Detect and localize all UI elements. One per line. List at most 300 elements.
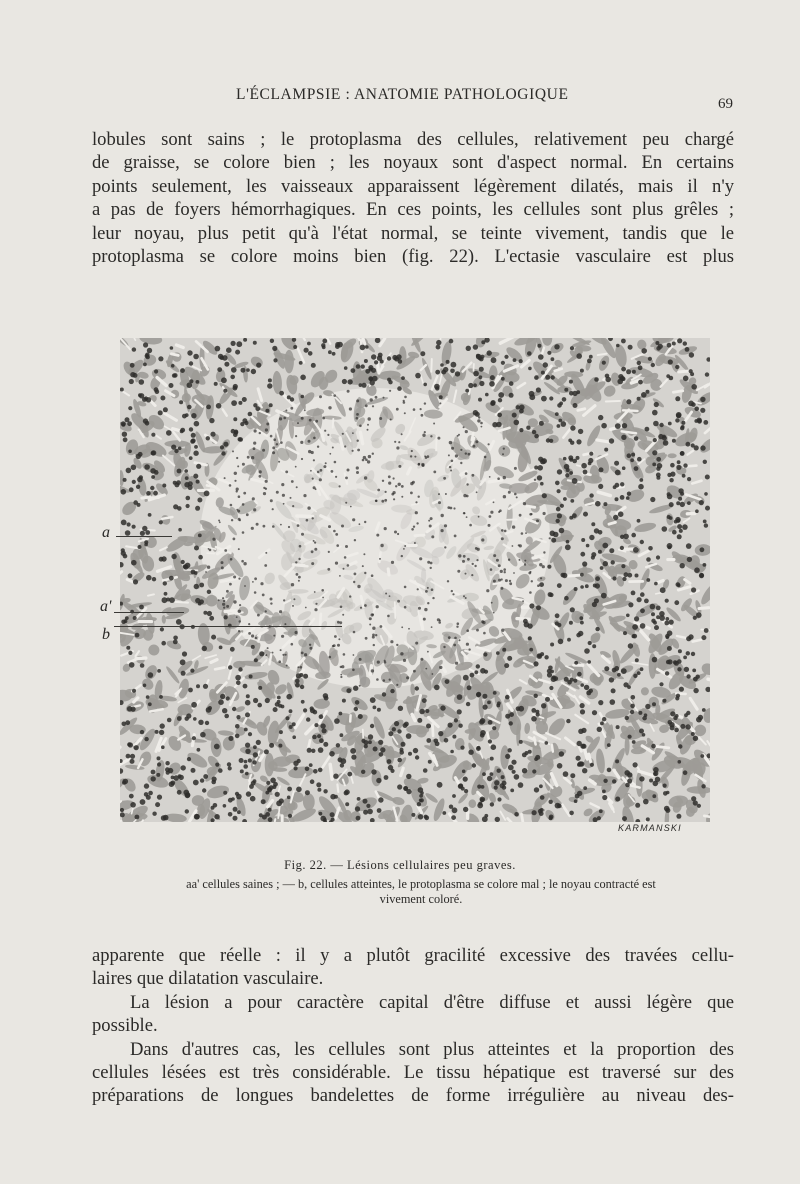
tissue-mark [547, 565, 551, 569]
tissue-mark [639, 776, 644, 781]
tissue-mark [314, 723, 318, 727]
tissue-mark [417, 588, 419, 590]
tissue-mark [314, 608, 317, 611]
tissue-mark [293, 761, 298, 766]
tissue-mark [680, 451, 685, 456]
tissue-mark [475, 440, 478, 443]
tissue-mark [305, 767, 310, 772]
tissue-mark [557, 763, 563, 769]
tissue-mark [384, 775, 389, 780]
tissue-mark [352, 432, 354, 434]
tissue-mark [373, 644, 375, 646]
tissue-mark [666, 636, 670, 640]
tissue-mark [403, 723, 408, 728]
tissue-mark [455, 662, 458, 665]
tissue-mark [323, 789, 327, 793]
tissue-mark [345, 802, 349, 806]
tissue-mark [489, 381, 495, 387]
tissue-mark [198, 555, 203, 560]
tissue-mark [335, 476, 337, 478]
tissue-mark [656, 615, 660, 619]
tissue-mark [646, 557, 651, 562]
tissue-mark [656, 476, 660, 480]
tissue-mark [598, 415, 603, 420]
tissue-mark [483, 705, 488, 710]
tissue-mark [161, 641, 166, 646]
tissue-mark [151, 776, 156, 781]
tissue-mark [223, 615, 227, 619]
tissue-mark [121, 548, 125, 552]
tissue-mark [169, 383, 174, 388]
tissue-mark [226, 590, 229, 593]
tissue-mark [651, 612, 655, 616]
tissue-mark [433, 725, 434, 736]
tissue-mark [255, 637, 257, 639]
tissue-mark [193, 474, 198, 479]
tissue-mark [516, 405, 520, 409]
tissue-mark [622, 466, 626, 470]
tissue-mark [427, 602, 429, 604]
tissue-mark [680, 426, 684, 430]
tissue-mark [430, 517, 433, 520]
tissue-mark [570, 346, 574, 350]
tissue-mark [204, 491, 210, 497]
tissue-mark [448, 723, 453, 728]
tissue-mark [688, 634, 693, 639]
tissue-mark [509, 712, 514, 717]
tissue-mark [426, 738, 431, 743]
tissue-mark [663, 440, 669, 446]
tissue-mark [609, 677, 614, 682]
tissue-mark [355, 806, 360, 811]
tissue-mark [472, 563, 474, 565]
tissue-mark [537, 465, 543, 471]
tissue-mark [283, 599, 285, 601]
tissue-mark [430, 435, 432, 437]
tissue-mark [196, 380, 200, 384]
tissue-mark [296, 486, 298, 488]
tissue-mark [379, 417, 382, 420]
tissue-mark [656, 457, 661, 462]
tissue-mark [333, 530, 336, 533]
tissue-mark [335, 562, 338, 565]
tissue-mark [226, 696, 230, 700]
tissue-mark [569, 380, 573, 384]
tissue-mark [564, 596, 569, 601]
tissue-mark [420, 351, 425, 356]
tissue-mark [129, 662, 135, 668]
tissue-mark [603, 561, 608, 566]
tissue-mark [194, 546, 199, 551]
tissue-mark [245, 743, 250, 748]
tissue-mark [259, 651, 264, 656]
tissue-mark [607, 743, 611, 747]
tissue-mark [215, 763, 219, 767]
tissue-mark [472, 445, 475, 448]
tissue-mark [505, 695, 510, 700]
tissue-mark [637, 597, 642, 602]
text-line: laires que dilatation vasculaire. [92, 968, 324, 990]
tissue-mark [579, 616, 583, 620]
tissue-mark [242, 463, 245, 466]
tissue-mark [340, 676, 342, 678]
tissue-mark [248, 623, 250, 625]
tissue-mark [641, 348, 647, 354]
caption-line: aa' cellules saines ; — b, cellules atteintes, le protoplasma se colore mal ; le noyau contracté est [186, 877, 656, 891]
tissue-mark [132, 480, 136, 484]
tissue-mark [674, 520, 678, 524]
tissue-mark [465, 573, 467, 575]
tissue-mark [205, 721, 209, 725]
tissue-mark [235, 734, 240, 739]
tissue-mark [532, 810, 537, 815]
tissue-mark [517, 619, 529, 620]
tissue-mark [317, 788, 321, 792]
tissue-mark [171, 364, 175, 368]
tissue-mark [349, 407, 352, 410]
tissue-mark [287, 787, 292, 792]
tissue-mark [577, 763, 581, 767]
tissue-mark [286, 694, 292, 700]
tissue-mark [364, 604, 367, 607]
tissue-mark [640, 540, 644, 544]
tissue-mark [344, 366, 348, 370]
tissue-mark [236, 715, 240, 719]
tissue-mark [667, 343, 672, 348]
tissue-mark [389, 390, 391, 392]
tissue-mark [289, 725, 293, 729]
tissue-mark [265, 610, 267, 612]
tissue-mark [233, 433, 238, 438]
text-line: possible. [92, 1015, 158, 1037]
tissue-mark [139, 379, 145, 385]
tissue-mark [238, 518, 241, 521]
tissue-mark [352, 669, 355, 672]
tissue-mark [146, 695, 150, 699]
tissue-mark [228, 766, 232, 770]
tissue-mark [206, 405, 211, 410]
tissue-mark [418, 496, 420, 498]
tissue-mark [663, 791, 668, 796]
tissue-mark [175, 602, 188, 603]
tissue-mark [498, 579, 501, 582]
tissue-mark [220, 694, 225, 699]
tissue-mark [122, 722, 127, 727]
tissue-mark [263, 487, 265, 489]
tissue-mark [257, 614, 260, 617]
tissue-mark [565, 473, 569, 477]
tissue-mark [490, 511, 493, 514]
tissue-mark [676, 465, 681, 470]
tissue-mark [703, 520, 707, 524]
tissue-mark [368, 376, 373, 381]
tissue-mark [156, 773, 160, 777]
tissue-mark [174, 482, 179, 487]
tissue-mark [655, 746, 669, 748]
tissue-mark [189, 456, 193, 460]
tissue-mark [434, 685, 440, 691]
tissue-mark [602, 795, 607, 800]
tissue-mark [222, 708, 227, 713]
tissue-mark [598, 700, 603, 705]
tissue-mark [281, 705, 285, 709]
tissue-mark [536, 519, 539, 522]
tissue-mark [555, 613, 560, 618]
tissue-mark [631, 533, 636, 538]
tissue-mark [384, 499, 387, 502]
tissue-mark [148, 702, 152, 706]
tissue-mark [495, 817, 500, 822]
tissue-mark [130, 759, 135, 764]
tissue-mark [276, 443, 278, 445]
tissue-mark [504, 663, 509, 668]
tissue-mark [635, 658, 639, 662]
tissue-mark [248, 632, 251, 635]
tissue-mark [663, 784, 667, 788]
tissue-mark [251, 645, 255, 649]
tissue-mark [432, 673, 434, 675]
tissue-mark [560, 504, 564, 508]
tissue-mark [567, 638, 571, 642]
tissue-mark [237, 810, 241, 814]
tissue-mark [334, 461, 337, 464]
tissue-mark [523, 502, 526, 505]
tissue-mark [299, 361, 303, 365]
tissue-mark [646, 817, 650, 821]
tissue-mark [614, 666, 619, 671]
tissue-mark [362, 383, 367, 388]
tissue-mark [565, 544, 571, 550]
tissue-mark [120, 821, 121, 822]
tissue-mark [313, 540, 315, 542]
tissue-mark [424, 431, 426, 433]
tissue-mark [324, 696, 329, 701]
tissue-mark [301, 533, 304, 536]
tissue-mark [674, 600, 679, 605]
tissue-mark [527, 506, 535, 507]
tissue-mark [585, 584, 589, 588]
tissue-mark [264, 564, 267, 567]
tissue-mark [690, 372, 694, 376]
tissue-mark [652, 410, 658, 416]
tissue-mark [235, 792, 239, 796]
tissue-mark [254, 429, 257, 432]
tissue-mark [421, 463, 424, 466]
tissue-mark [151, 770, 156, 775]
tissue-mark [293, 598, 295, 600]
tissue-mark [390, 640, 393, 643]
tissue-mark [683, 341, 687, 345]
tissue-mark [368, 734, 373, 739]
tissue-mark [628, 735, 632, 739]
figure-caption [116, 877, 726, 907]
tissue-mark [669, 376, 674, 381]
tissue-mark [404, 545, 406, 547]
tissue-mark [691, 402, 696, 407]
tissue-mark [438, 731, 443, 736]
tissue-mark [231, 367, 237, 373]
tissue-mark [509, 580, 511, 582]
tissue-mark [431, 535, 434, 538]
tissue-mark [183, 790, 189, 796]
tissue-mark [322, 339, 327, 344]
tissue-mark [181, 671, 186, 676]
tissue-mark [232, 450, 234, 452]
tissue-mark [171, 776, 175, 780]
tissue-mark [300, 685, 304, 689]
tissue-mark [572, 391, 577, 396]
tissue-mark [134, 745, 139, 750]
caption-line: vivement coloré. [379, 892, 463, 906]
tissue-mark [563, 497, 567, 501]
tissue-mark [244, 728, 248, 732]
tissue-mark [238, 548, 240, 550]
tissue-mark [455, 454, 458, 457]
tissue-mark [377, 489, 380, 492]
tissue-mark [592, 710, 597, 715]
tissue-mark [498, 564, 501, 567]
tissue-mark [532, 430, 536, 434]
tissue-mark [423, 618, 426, 621]
tissue-mark [335, 533, 338, 536]
tissue-mark [337, 644, 340, 647]
tissue-mark [632, 740, 636, 744]
tissue-mark [681, 421, 685, 425]
tissue-mark [259, 813, 263, 817]
tissue-mark [682, 474, 686, 478]
tissue-mark [356, 417, 359, 420]
tissue-mark [148, 791, 153, 796]
tissue-mark [252, 581, 254, 583]
tissue-mark [371, 368, 376, 373]
tissue-mark [276, 491, 279, 494]
tissue-mark [379, 553, 380, 563]
tissue-mark [521, 532, 524, 535]
tissue-mark [292, 605, 294, 607]
tissue-mark [361, 364, 365, 368]
tissue-mark [133, 616, 137, 620]
tissue-mark [572, 459, 577, 464]
tissue-mark [394, 356, 399, 361]
tissue-mark [543, 551, 545, 553]
tissue-mark [611, 688, 616, 693]
tissue-mark [344, 445, 346, 447]
tissue-mark [367, 809, 373, 815]
tissue-mark [310, 779, 315, 784]
tissue-mark [436, 345, 441, 350]
tissue-mark [273, 438, 276, 441]
tissue-mark [437, 437, 440, 440]
tissue-mark [212, 777, 217, 782]
tissue-mark [152, 812, 156, 816]
tissue-mark [471, 574, 473, 576]
tissue-mark [626, 369, 631, 374]
tissue-mark [675, 696, 679, 700]
tissue-mark [483, 632, 486, 635]
tissue-mark [127, 522, 131, 526]
tissue-mark [449, 466, 451, 468]
tissue-mark [501, 775, 505, 779]
tissue-mark [279, 610, 282, 613]
tissue-mark [317, 471, 320, 474]
tissue-mark [420, 408, 422, 410]
tissue-mark [320, 723, 325, 728]
tissue-mark [133, 373, 138, 378]
tissue-mark [622, 423, 627, 428]
tissue-mark [557, 583, 562, 588]
tissue-mark [656, 606, 661, 611]
tissue-mark [479, 381, 484, 386]
tissue-mark [582, 768, 587, 773]
tissue-mark [306, 519, 309, 522]
tissue-mark [193, 780, 199, 786]
tissue-mark [144, 396, 148, 400]
tissue-mark [677, 338, 682, 343]
tissue-mark [564, 388, 568, 392]
tissue-mark [231, 341, 236, 346]
tissue-mark [254, 591, 257, 594]
tissue-mark [691, 732, 695, 736]
tissue-mark [458, 434, 460, 436]
tissue-mark [295, 466, 297, 468]
tissue-mark [207, 590, 211, 594]
tissue-mark [146, 575, 152, 581]
tissue-mark [231, 797, 235, 801]
tissue-mark [265, 654, 267, 656]
tissue-mark [395, 602, 396, 618]
tissue-mark [430, 567, 432, 569]
tissue-mark [270, 602, 272, 604]
tissue-mark [572, 478, 578, 484]
tissue-mark [518, 782, 524, 788]
tissue-mark [691, 652, 695, 656]
tissue-mark [696, 675, 700, 679]
tissue-mark [233, 384, 238, 389]
tissue-mark [424, 815, 429, 820]
tissue-mark [277, 700, 281, 704]
tissue-mark [308, 440, 311, 443]
tissue-mark [189, 427, 193, 431]
tissue-mark [246, 513, 249, 516]
tissue-mark [372, 627, 375, 630]
text-line: lobules sont sains ; le protoplasma des cellules, relativement peu chargé [92, 129, 734, 150]
tissue-mark [453, 644, 456, 647]
tissue-mark [318, 768, 323, 773]
tissue-mark [318, 747, 324, 753]
tissue-mark [653, 421, 659, 427]
tissue-mark [476, 664, 480, 668]
tissue-mark [633, 547, 639, 553]
tissue-mark [341, 525, 344, 528]
tissue-mark [317, 734, 321, 738]
tissue-mark [675, 365, 679, 369]
tissue-mark [253, 779, 257, 783]
tissue-mark [152, 577, 156, 581]
tissue-mark [190, 439, 195, 444]
tissue-mark [214, 382, 218, 386]
tissue-mark [312, 735, 317, 740]
tissue-mark [129, 379, 134, 384]
tissue-mark [315, 603, 317, 605]
tissue-mark [437, 618, 440, 621]
tissue-mark [340, 674, 342, 676]
tissue-mark [602, 790, 606, 794]
tissue-mark [239, 758, 244, 763]
tissue-mark [360, 432, 362, 444]
tissue-mark [187, 757, 191, 761]
tissue-mark [583, 786, 587, 790]
tissue-mark [365, 369, 370, 374]
